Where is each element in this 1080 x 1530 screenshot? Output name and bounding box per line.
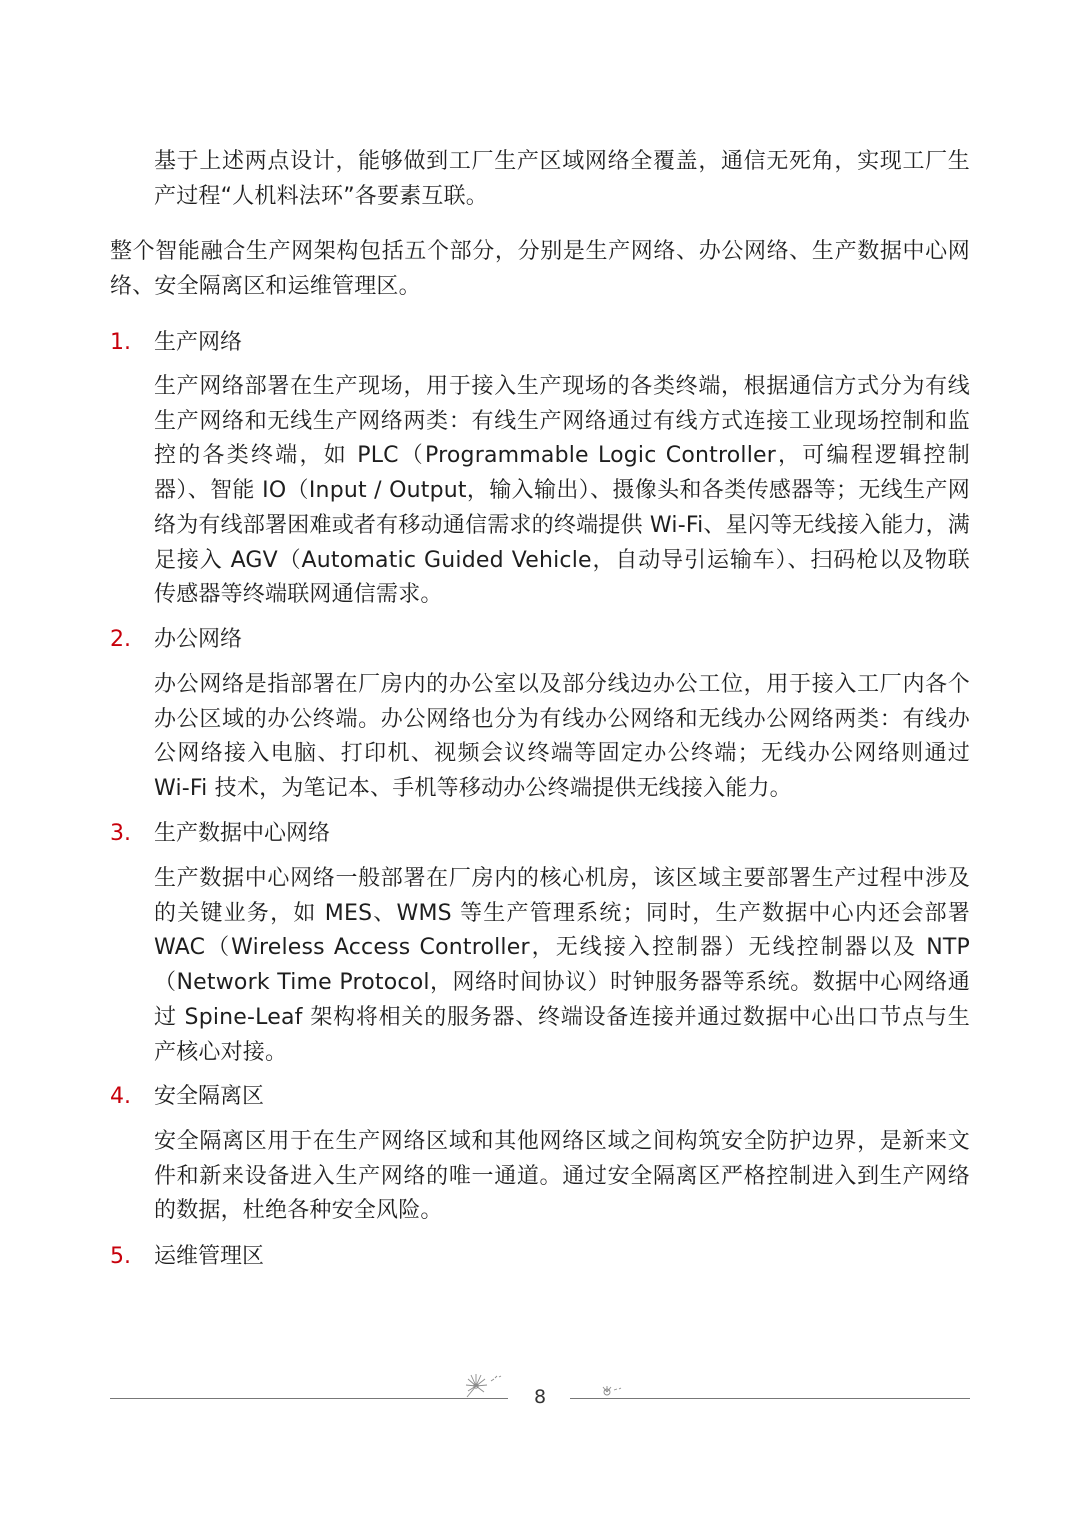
section-heading-2 bbox=[110, 623, 970, 657]
section-heading-5 bbox=[110, 1240, 970, 1274]
intro-paragraph-1: 基于上述两点设计，能够做到工厂生产区域网络全覆盖，通信无死角，实现工厂生产过程“人机料法环”各要素互联。 bbox=[154, 149, 970, 209]
seed-icon bbox=[600, 1384, 626, 1398]
section-heading-4 bbox=[110, 1080, 970, 1114]
footer-rule-left bbox=[110, 1398, 508, 1399]
dandelion-icon bbox=[462, 1371, 506, 1399]
section-body-4: 安全隔离区用于在生产网络区域和其他网络区域之间构筑安全防护边界，是新来文件和新来设备进入生产网络的唯一通道。通过安全隔离区严格控制进入到生产网络的数据，杜绝各种安全风险。 bbox=[154, 1129, 970, 1224]
section-title: 生产数据中心网络 bbox=[154, 821, 331, 846]
section-title: 安全隔离区 bbox=[154, 1084, 265, 1109]
section-number: 5. bbox=[110, 1244, 131, 1269]
page-number: 8 bbox=[533, 1386, 547, 1408]
section-heading-1 bbox=[110, 326, 970, 360]
section-number: 2. bbox=[110, 627, 131, 652]
section-title: 办公网络 bbox=[154, 627, 243, 652]
section-number: 4. bbox=[110, 1084, 131, 1109]
section-title: 运维管理区 bbox=[154, 1244, 265, 1269]
footer-rule-right bbox=[570, 1398, 970, 1399]
section-body-2: 办公网络是指部署在厂房内的办公室以及部分线边办公工位，用于接入工厂内各个办公区域的办公终端。办公网络也分为有线办公网络和无线办公网络两类：有线办公网络接入电脑、打印机、视频会议终端等固定办公终端；无线办公网络则通过 Wi-Fi 技术，为笔记本、手机等移动办公终端提供无线接入能力。 bbox=[154, 672, 970, 802]
section-heading-3 bbox=[110, 817, 970, 851]
section-number: 3. bbox=[110, 821, 131, 846]
section-body-3: 生产数据中心网络一般部署在厂房内的核心机房，该区域主要部署生产过程中涉及的关键业务，如 MES、WMS 等生产管理系统；同时，生产数据中心内还会部署 WAC（Wireless Access Controller，无线接入控制器）无线控制器以及 NTP（Network Time Protocol，网络时间协议）时钟服务器等系统。数据中心网络通过 Spine-Leaf 架构将相关的服务器、终端设备连接并通过数据中心出口节点与生产核心对接。 bbox=[154, 866, 970, 1065]
section-body-1: 生产网络部署在生产现场，用于接入生产现场的各类终端，根据通信方式分为有线生产网络和无线生产网络两类：有线生产网络通过有线方式连接工业现场控制和监控的各类终端，如 PLC（Programmable Logic Controller，可编程逻辑控制器）、智能 IO（Input / Output，输入输出）、摄像头和各类传感器等；无线生产网络为有线部署困难或者有移动通信需求的终端提供 Wi-Fi、星闪等无线接入能力，满足接入 AGV（Automatic Guided Vehicle，自动导引运输车）、扫码枪以及物联传感器等终端联网通信需求。 bbox=[154, 374, 970, 608]
intro-paragraph-2: 整个智能融合生产网架构包括五个部分，分别是生产网络、办公网络、生产数据中心网络、安全隔离区和运维管理区。 bbox=[110, 239, 970, 299]
section-title: 生产网络 bbox=[154, 330, 243, 355]
section-number: 1. bbox=[110, 330, 131, 355]
